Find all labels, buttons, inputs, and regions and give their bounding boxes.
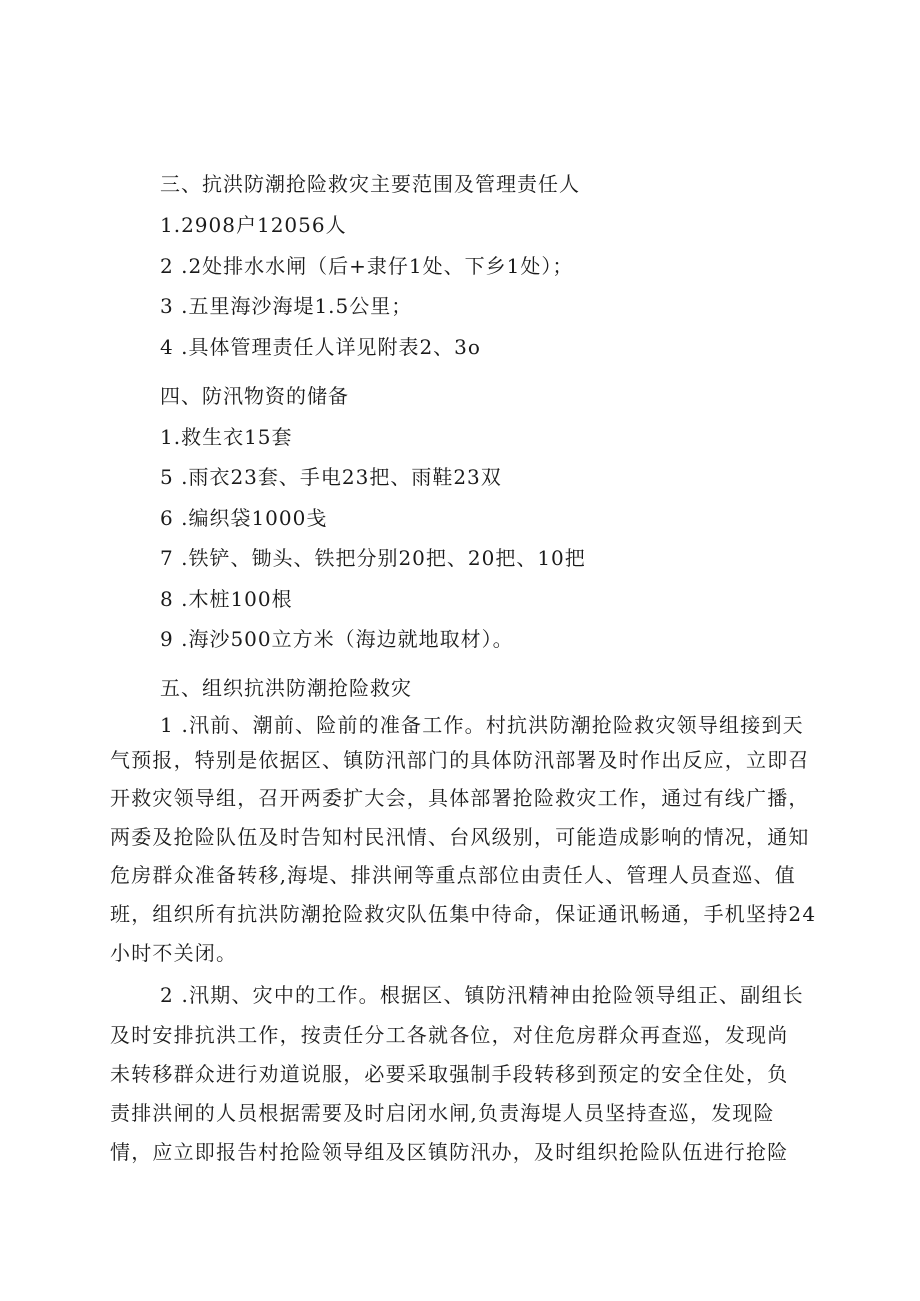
section5-para2-line-5: 情，应立即报告村抢险领导组及区镇防汛办，及时组织抢险队伍进行抢险 [110, 1140, 789, 1164]
section5-para1-line-2: 气预报，特别是依据区、镇防汛部门的具体防汛部署及时作出反应，立即召 [110, 748, 810, 772]
section4-item-6: 9 .海沙500立方米（海边就地取材）。 [160, 627, 514, 651]
section5-para1-line-1: 1 .汛前、潮前、险前的准备工作。村抗洪防潮抢险救灾领导组接到天 [160, 713, 804, 737]
section5-para1-line-6: 班，组织所有抗洪防潮抢险救灾队伍集中待命，保证通讯畅通，手机坚持24 [110, 902, 817, 926]
section5-para2-line-2: 及时安排抗洪工作，按责任分工各就各位，对住危房群众再查巡，发现尚 [110, 1023, 789, 1047]
section5-para1-line-3: 开救灾领导组，召开两委扩大会，具体部署抢险救灾工作，通过有线广播， [110, 786, 810, 810]
section4-item-3: 6 .编织袋1000戋 [160, 506, 328, 530]
section5-heading: 五、组织抗洪防潮抢险救灾 [160, 676, 412, 700]
section3-heading: 三、抗洪防潮抢险救灾主要范围及管理责任人 [160, 172, 580, 196]
section3-item-4: 4 .具体管理责任人详见附表2、3o [160, 335, 481, 359]
section5-para2-line-1: 2 .汛期、灾中的工作。根据区、镇防汛精神由抢险领导组正、副组长 [160, 983, 804, 1007]
section5-para1-line-4: 两委及抢险队伍及时告知村民汛情、台风级别，可能造成影响的情况，通知 [110, 825, 810, 849]
section4-item-5: 8 .木桩100根 [160, 587, 293, 611]
section5-para2-line-3: 未转移群众进行劝道说服，必要采取强制手段转移到预定的安全住处，负 [110, 1062, 789, 1086]
section4-item-2: 5 .雨衣23套、手电23把、雨鞋23双 [160, 465, 502, 489]
section5-para1-line-7: 小时不关闭。 [110, 941, 238, 965]
section3-item-2: 2 .2处排水水闸（后+隶仔1处、下乡1处）； [160, 254, 574, 278]
section3-item-1: 1.2908户12056人 [160, 213, 347, 237]
section3-item-3: 3 .五里海沙海堤1.5公里； [160, 294, 413, 318]
section4-heading: 四、防汛物资的储备 [160, 384, 349, 408]
section5-para1-line-5: 危房群众准备转移,海堤、排洪闸等重点部位由责任人、管理人员查巡、值 [110, 863, 796, 887]
section4-item-4: 7 .铁铲、锄头、铁把分别20把、20把、10把 [160, 546, 586, 570]
section4-item-1: 1.救生衣15套 [160, 425, 293, 449]
section5-para2-line-4: 责排洪闸的人员根据需要及时启闭水闸,负责海堤人员坚持查巡，发现险 [110, 1101, 775, 1125]
